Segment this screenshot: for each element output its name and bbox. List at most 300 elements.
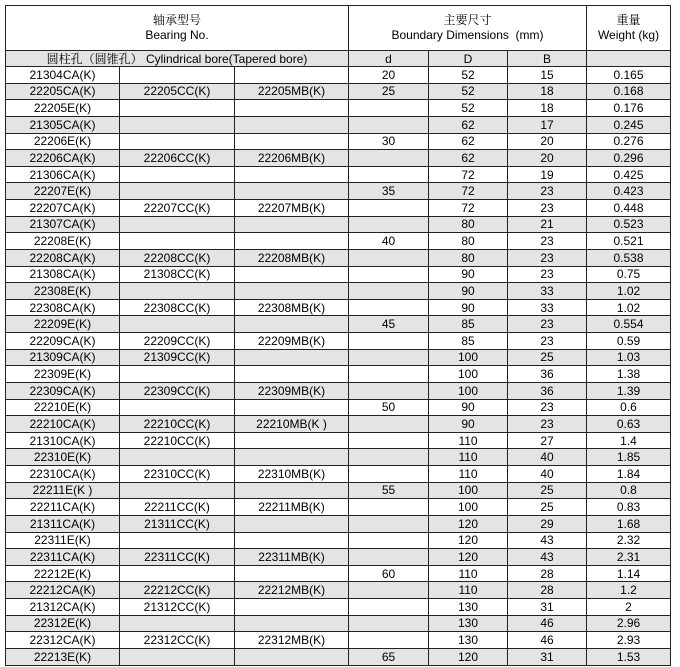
cell-outer-diameter: 90 <box>429 299 508 316</box>
cell-bearing-mb <box>235 283 349 300</box>
table-row <box>6 116 671 133</box>
cell-bearing-mb: 22212MB(K) <box>235 582 349 599</box>
cell-bore-diameter <box>349 549 429 566</box>
cell-bearing-cc: 22206CC(K) <box>120 150 235 167</box>
cell-bore-diameter <box>349 100 429 117</box>
cell-weight: 0.75 <box>587 266 671 283</box>
cell-weight: 0.63 <box>587 416 671 433</box>
cell-bearing-ca: 22206E(K) <box>6 133 120 150</box>
cell-bore-diameter <box>349 615 429 632</box>
cell-weight: 0.168 <box>587 83 671 100</box>
table-row <box>6 416 671 433</box>
cell-width: 43 <box>508 549 587 566</box>
cell-bearing-cc: 22308CC(K) <box>120 299 235 316</box>
cell-bearing-ca: 22212CA(K) <box>6 582 120 599</box>
cell-bore-diameter <box>349 416 429 433</box>
cell-width: 40 <box>508 449 587 466</box>
cell-weight: 2.93 <box>587 632 671 649</box>
header-boundary-dimensions-cn: 主要尺寸 <box>443 13 492 27</box>
table-body <box>6 67 671 666</box>
cell-bore-diameter <box>349 150 429 167</box>
cell-bore-diameter <box>349 466 429 483</box>
cell-width: 23 <box>508 200 587 217</box>
cell-outer-diameter: 110 <box>429 449 508 466</box>
cell-weight: 0.425 <box>587 166 671 183</box>
cell-weight: 0.296 <box>587 150 671 167</box>
header-bearing-no <box>6 6 349 51</box>
cell-weight: 0.165 <box>587 67 671 84</box>
cell-outer-diameter: 52 <box>429 67 508 84</box>
table-row <box>6 582 671 599</box>
cell-bearing-ca: 22207CA(K) <box>6 200 120 217</box>
cell-bearing-ca: 22212E(K) <box>6 565 120 582</box>
table-row <box>6 615 671 632</box>
cell-width: 20 <box>508 150 587 167</box>
cell-bearing-cc: 22312CC(K) <box>120 632 235 649</box>
cell-bore-diameter <box>349 349 429 366</box>
cell-bearing-mb <box>235 266 349 283</box>
table-row <box>6 299 671 316</box>
cell-bore-diameter <box>349 532 429 549</box>
cell-bearing-ca: 22310E(K) <box>6 449 120 466</box>
cell-bearing-mb: 22311MB(K) <box>235 549 349 566</box>
cell-bearing-ca: 22308E(K) <box>6 283 120 300</box>
table-row <box>6 249 671 266</box>
cell-width: 23 <box>508 416 587 433</box>
cell-outer-diameter: 80 <box>429 249 508 266</box>
cell-outer-diameter: 72 <box>429 166 508 183</box>
cell-outer-diameter: 110 <box>429 466 508 483</box>
cell-bearing-ca: 22211CA(K) <box>6 499 120 516</box>
table-row <box>6 266 671 283</box>
cell-bearing-ca: 21305CA(K) <box>6 116 120 133</box>
cell-width: 17 <box>508 116 587 133</box>
cell-outer-diameter: 100 <box>429 366 508 383</box>
cell-bearing-cc: 22207CC(K) <box>120 200 235 217</box>
cell-bearing-mb <box>235 615 349 632</box>
cell-width: 25 <box>508 349 587 366</box>
cell-bearing-ca: 22309E(K) <box>6 366 120 383</box>
cell-bearing-mb <box>235 432 349 449</box>
cell-outer-diameter: 52 <box>429 83 508 100</box>
cell-bearing-ca: 21312CA(K) <box>6 599 120 616</box>
header-bore-type: 圆柱孔（圆锥孔） Cylindrical bore(Tapered bore) <box>6 51 349 67</box>
cell-bearing-cc <box>120 116 235 133</box>
cell-bore-diameter <box>349 266 429 283</box>
header-row-titles <box>6 6 671 51</box>
cell-weight: 1.02 <box>587 299 671 316</box>
cell-bearing-mb: 22210MB(K ) <box>235 416 349 433</box>
table-row <box>6 283 671 300</box>
cell-bearing-ca: 22209CA(K) <box>6 333 120 350</box>
header-weight-en: Weight (kg) <box>597 28 660 42</box>
table-row <box>6 67 671 84</box>
cell-width: 46 <box>508 615 587 632</box>
cell-bore-diameter <box>349 249 429 266</box>
cell-outer-diameter: 72 <box>429 183 508 200</box>
table-row <box>6 150 671 167</box>
cell-weight: 0.276 <box>587 133 671 150</box>
cell-bearing-cc: 22311CC(K) <box>120 549 235 566</box>
cell-bearing-ca: 22309CA(K) <box>6 382 120 399</box>
cell-width: 43 <box>508 532 587 549</box>
table-row <box>6 133 671 150</box>
cell-bearing-cc <box>120 233 235 250</box>
cell-bearing-ca: 21307CA(K) <box>6 216 120 233</box>
cell-weight: 2.32 <box>587 532 671 549</box>
header-weight-blank <box>587 51 671 67</box>
cell-width: 23 <box>508 266 587 283</box>
cell-bearing-mb: 22309MB(K) <box>235 382 349 399</box>
table-row <box>6 482 671 499</box>
table-row <box>6 632 671 649</box>
cell-weight: 0.554 <box>587 316 671 333</box>
cell-bearing-mb <box>235 599 349 616</box>
cell-width: 27 <box>508 432 587 449</box>
cell-bearing-mb <box>235 133 349 150</box>
cell-bearing-cc: 22205CC(K) <box>120 83 235 100</box>
cell-bore-diameter <box>349 116 429 133</box>
cell-bearing-cc <box>120 482 235 499</box>
header-weight-cn: 重量 <box>616 13 641 27</box>
header-outer-diameter: D <box>429 51 508 67</box>
cell-outer-diameter: 85 <box>429 333 508 350</box>
cell-bearing-cc: 22210CC(K) <box>120 432 235 449</box>
cell-weight: 1.68 <box>587 515 671 532</box>
cell-bearing-mb: 22310MB(K) <box>235 466 349 483</box>
cell-bore-diameter: 40 <box>349 233 429 250</box>
header-bearing-no-cn: 轴承型号 <box>153 13 202 27</box>
cell-bearing-mb <box>235 233 349 250</box>
cell-width: 18 <box>508 100 587 117</box>
cell-width: 20 <box>508 133 587 150</box>
cell-bearing-mb <box>235 482 349 499</box>
cell-bearing-ca: 21311CA(K) <box>6 515 120 532</box>
cell-bearing-ca: 22312CA(K) <box>6 632 120 649</box>
cell-bore-diameter <box>349 632 429 649</box>
table-row <box>6 100 671 117</box>
cell-weight: 0.245 <box>587 116 671 133</box>
cell-bearing-cc: 21308CC(K) <box>120 266 235 283</box>
table-row <box>6 549 671 566</box>
cell-bearing-cc <box>120 565 235 582</box>
cell-outer-diameter: 62 <box>429 133 508 150</box>
cell-width: 21 <box>508 216 587 233</box>
cell-bearing-mb: 22206MB(K) <box>235 150 349 167</box>
cell-bearing-cc <box>120 67 235 84</box>
cell-width: 23 <box>508 316 587 333</box>
cell-outer-diameter: 72 <box>429 200 508 217</box>
cell-width: 25 <box>508 499 587 516</box>
cell-bearing-ca: 22311CA(K) <box>6 549 120 566</box>
cell-bearing-ca: 22205CA(K) <box>6 83 120 100</box>
cell-width: 28 <box>508 582 587 599</box>
cell-width: 23 <box>508 249 587 266</box>
cell-bearing-ca: 22211E(K ) <box>6 482 120 499</box>
cell-bearing-ca: 22206CA(K) <box>6 150 120 167</box>
cell-bearing-ca: 22310CA(K) <box>6 466 120 483</box>
cell-bearing-mb: 22209MB(K) <box>235 333 349 350</box>
cell-bore-diameter <box>349 299 429 316</box>
cell-weight: 1.02 <box>587 283 671 300</box>
cell-bearing-mb <box>235 67 349 84</box>
cell-weight: 2.96 <box>587 615 671 632</box>
table-row <box>6 166 671 183</box>
cell-weight: 0.523 <box>587 216 671 233</box>
cell-bore-diameter <box>349 515 429 532</box>
cell-weight: 0.83 <box>587 499 671 516</box>
table-row <box>6 532 671 549</box>
header-width: B <box>508 51 587 67</box>
cell-outer-diameter: 130 <box>429 615 508 632</box>
cell-bearing-cc: 22210CC(K) <box>120 416 235 433</box>
cell-outer-diameter: 120 <box>429 648 508 665</box>
table-row <box>6 333 671 350</box>
cell-outer-diameter: 100 <box>429 382 508 399</box>
table-row <box>6 216 671 233</box>
cell-outer-diameter: 120 <box>429 549 508 566</box>
cell-width: 40 <box>508 466 587 483</box>
cell-outer-diameter: 110 <box>429 582 508 599</box>
cell-outer-diameter: 90 <box>429 399 508 416</box>
cell-bearing-cc: 21309CC(K) <box>120 349 235 366</box>
cell-width: 46 <box>508 632 587 649</box>
cell-weight: 1.4 <box>587 432 671 449</box>
cell-bearing-cc <box>120 648 235 665</box>
cell-weight: 0.59 <box>587 333 671 350</box>
table-row <box>6 648 671 665</box>
cell-bore-diameter: 25 <box>349 83 429 100</box>
cell-width: 19 <box>508 166 587 183</box>
table-row <box>6 399 671 416</box>
cell-bearing-ca: 21310CA(K) <box>6 432 120 449</box>
cell-bearing-mb <box>235 100 349 117</box>
cell-bearing-mb <box>235 532 349 549</box>
cell-weight: 0.448 <box>587 200 671 217</box>
table-row <box>6 449 671 466</box>
cell-outer-diameter: 90 <box>429 416 508 433</box>
cell-bearing-ca: 22210CA(K) <box>6 416 120 433</box>
cell-outer-diameter: 52 <box>429 100 508 117</box>
cell-bearing-cc <box>120 449 235 466</box>
table-header <box>6 6 671 67</box>
cell-weight: 2.31 <box>587 549 671 566</box>
cell-weight: 1.03 <box>587 349 671 366</box>
cell-width: 23 <box>508 183 587 200</box>
cell-outer-diameter: 100 <box>429 482 508 499</box>
cell-bearing-mb <box>235 316 349 333</box>
cell-outer-diameter: 130 <box>429 599 508 616</box>
header-row-columns <box>6 51 671 67</box>
table-row <box>6 200 671 217</box>
cell-bore-diameter <box>349 382 429 399</box>
bearing-table <box>5 5 671 666</box>
table-row <box>6 316 671 333</box>
cell-bore-diameter: 50 <box>349 399 429 416</box>
cell-bearing-cc <box>120 399 235 416</box>
cell-bearing-mb: 22208MB(K) <box>235 249 349 266</box>
cell-weight: 0.6 <box>587 399 671 416</box>
cell-bearing-ca: 22208CA(K) <box>6 249 120 266</box>
cell-bearing-cc: 21311CC(K) <box>120 515 235 532</box>
cell-bearing-mb <box>235 399 349 416</box>
cell-bore-diameter <box>349 582 429 599</box>
cell-weight: 2 <box>587 599 671 616</box>
cell-width: 23 <box>508 233 587 250</box>
cell-bearing-mb <box>235 116 349 133</box>
header-bore-diameter: d <box>349 51 429 67</box>
cell-outer-diameter: 85 <box>429 316 508 333</box>
cell-bearing-cc <box>120 133 235 150</box>
cell-bearing-mb <box>235 449 349 466</box>
cell-bearing-mb <box>235 183 349 200</box>
cell-bearing-mb: 22207MB(K) <box>235 200 349 217</box>
cell-outer-diameter: 110 <box>429 432 508 449</box>
table-row <box>6 515 671 532</box>
cell-outer-diameter: 90 <box>429 283 508 300</box>
table-row <box>6 599 671 616</box>
cell-width: 36 <box>508 382 587 399</box>
cell-bore-diameter: 55 <box>349 482 429 499</box>
cell-bearing-ca: 21308CA(K) <box>6 266 120 283</box>
cell-bearing-ca: 22311E(K) <box>6 532 120 549</box>
cell-width: 23 <box>508 333 587 350</box>
cell-outer-diameter: 62 <box>429 150 508 167</box>
table-row <box>6 366 671 383</box>
cell-weight: 0.521 <box>587 233 671 250</box>
cell-bore-diameter <box>349 449 429 466</box>
cell-bearing-cc <box>120 166 235 183</box>
table-row <box>6 83 671 100</box>
cell-bearing-mb: 22211MB(K) <box>235 499 349 516</box>
cell-weight: 1.38 <box>587 366 671 383</box>
cell-outer-diameter: 110 <box>429 565 508 582</box>
cell-bore-diameter: 20 <box>349 67 429 84</box>
cell-bearing-cc: 22212CC(K) <box>120 582 235 599</box>
table-row <box>6 499 671 516</box>
cell-weight: 1.53 <box>587 648 671 665</box>
cell-bearing-mb <box>235 366 349 383</box>
cell-weight: 1.39 <box>587 382 671 399</box>
cell-bearing-cc <box>120 615 235 632</box>
cell-bore-diameter <box>349 216 429 233</box>
cell-width: 33 <box>508 299 587 316</box>
cell-bore-diameter: 35 <box>349 183 429 200</box>
cell-width: 23 <box>508 399 587 416</box>
cell-weight: 0.423 <box>587 183 671 200</box>
cell-bearing-ca: 22208E(K) <box>6 233 120 250</box>
cell-outer-diameter: 120 <box>429 515 508 532</box>
header-boundary-dimensions-en: Boundary Dimensions (mm) <box>391 28 544 42</box>
cell-bore-diameter: 60 <box>349 565 429 582</box>
cell-bore-diameter <box>349 333 429 350</box>
cell-bearing-ca: 22205E(K) <box>6 100 120 117</box>
cell-width: 15 <box>508 67 587 84</box>
cell-bearing-mb <box>235 648 349 665</box>
cell-weight: 1.84 <box>587 466 671 483</box>
cell-weight: 0.538 <box>587 249 671 266</box>
cell-bearing-cc <box>120 283 235 300</box>
table-row <box>6 382 671 399</box>
cell-bearing-ca: 22213E(K) <box>6 648 120 665</box>
cell-weight: 0.176 <box>587 100 671 117</box>
cell-bearing-cc: 22310CC(K) <box>120 466 235 483</box>
cell-bore-diameter: 45 <box>349 316 429 333</box>
cell-bearing-cc: 22209CC(K) <box>120 333 235 350</box>
cell-width: 36 <box>508 366 587 383</box>
cell-bearing-cc <box>120 183 235 200</box>
header-weight <box>587 6 671 51</box>
cell-bearing-cc <box>120 366 235 383</box>
cell-bearing-mb: 22308MB(K) <box>235 299 349 316</box>
table-row <box>6 466 671 483</box>
cell-width: 29 <box>508 515 587 532</box>
table-row <box>6 432 671 449</box>
cell-bearing-mb <box>235 515 349 532</box>
cell-bearing-mb <box>235 349 349 366</box>
cell-bearing-ca: 22209E(K) <box>6 316 120 333</box>
cell-bearing-cc: 21312CC(K) <box>120 599 235 616</box>
cell-bearing-cc <box>120 216 235 233</box>
cell-outer-diameter: 100 <box>429 349 508 366</box>
cell-bearing-mb <box>235 216 349 233</box>
cell-bearing-ca: 21306CA(K) <box>6 166 120 183</box>
cell-bearing-cc <box>120 316 235 333</box>
cell-bearing-cc: 22309CC(K) <box>120 382 235 399</box>
cell-width: 25 <box>508 482 587 499</box>
cell-bore-diameter <box>349 599 429 616</box>
cell-bore-diameter <box>349 166 429 183</box>
cell-weight: 1.2 <box>587 582 671 599</box>
cell-bearing-ca: 22312E(K) <box>6 615 120 632</box>
cell-width: 28 <box>508 565 587 582</box>
cell-bearing-mb <box>235 565 349 582</box>
cell-outer-diameter: 62 <box>429 116 508 133</box>
cell-bearing-cc: 22211CC(K) <box>120 499 235 516</box>
cell-weight: 1.85 <box>587 449 671 466</box>
cell-outer-diameter: 80 <box>429 216 508 233</box>
cell-bearing-ca: 22207E(K) <box>6 183 120 200</box>
cell-outer-diameter: 90 <box>429 266 508 283</box>
cell-width: 31 <box>508 648 587 665</box>
cell-bore-diameter: 65 <box>349 648 429 665</box>
table-row <box>6 183 671 200</box>
cell-bearing-cc: 22208CC(K) <box>120 249 235 266</box>
cell-outer-diameter: 130 <box>429 632 508 649</box>
cell-bearing-ca: 22210E(K) <box>6 399 120 416</box>
header-bearing-no-en: Bearing No. <box>145 28 209 42</box>
table-row <box>6 233 671 250</box>
cell-bore-diameter <box>349 283 429 300</box>
cell-bearing-ca: 21309CA(K) <box>6 349 120 366</box>
cell-bearing-mb <box>235 166 349 183</box>
cell-bore-diameter <box>349 499 429 516</box>
cell-weight: 1.14 <box>587 565 671 582</box>
cell-bore-diameter <box>349 432 429 449</box>
cell-bore-diameter <box>349 366 429 383</box>
cell-outer-diameter: 100 <box>429 499 508 516</box>
cell-width: 33 <box>508 283 587 300</box>
cell-bore-diameter: 30 <box>349 133 429 150</box>
cell-bearing-mb: 22205MB(K) <box>235 83 349 100</box>
cell-outer-diameter: 80 <box>429 233 508 250</box>
cell-bore-diameter <box>349 200 429 217</box>
cell-bearing-ca: 22308CA(K) <box>6 299 120 316</box>
cell-bearing-cc <box>120 532 235 549</box>
cell-bearing-cc <box>120 100 235 117</box>
table-row <box>6 565 671 582</box>
cell-width: 18 <box>508 83 587 100</box>
